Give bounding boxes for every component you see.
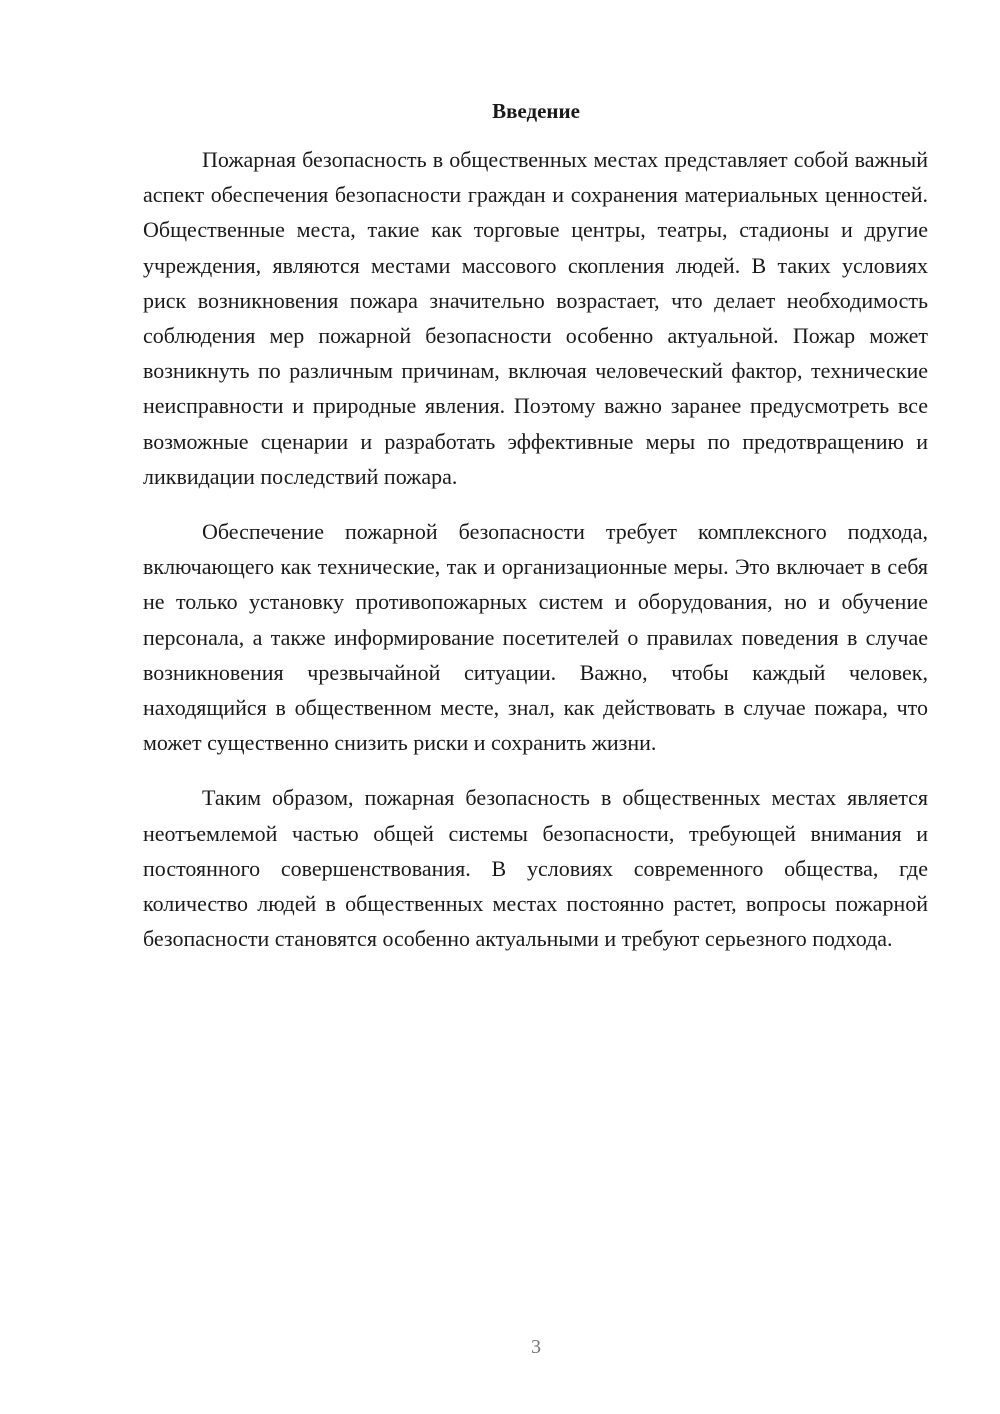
paragraph-2: Обеспечение пожарной безопасности требует комплексного подхода, включающего как технические, так и организационные меры. Это включает в себя не только установку противопожарных систем и оборудования, но и обучение персонала, а также информирование посетителей о правилах поведения в случае возникновения чрезвычайной ситуации. Важно, чтобы каждый человек, находящийся в общественном месте, знал, как действовать в случае пожара, что может существенно снизить риски и сохранить жизни.	[143, 519, 928, 756]
page-title: Введение	[492, 99, 580, 123]
paragraph-3: Таким образом, пожарная безопасность в общественных местах является неотъемлемой частью общей системы безопасности, требующей внимания и постоянного совершенствования. В условиях современного общества, где количество людей в общественных местах постоянно растет, вопросы пожарной безопасности становятся особенно актуальными и требуют серьезного подхода.	[143, 785, 928, 952]
body-text	[143, 142, 928, 976]
page-number: 3	[531, 1336, 541, 1358]
paragraph-1: Пожарная безопасность в общественных местах представляет собой важный аспект обеспечения безопасности граждан и сохранения материальных ценностей. Общественные места, такие как торговые центры, театры, стадионы и другие учреждения, являются местами массового скопления людей. В таких условиях риск возникновения пожара значительно возрастает, что делает необходимость соблюдения мер пожарной безопасности особенно актуальной. Пожар может возникнуть по различным причинам, включая человеческий фактор, технические неисправности и природные явления. Поэтому важно заранее предусмотреть все возможные сценарии и разработать эффективные меры по предотвращению и ликвидации последствий пожара.	[143, 147, 928, 489]
